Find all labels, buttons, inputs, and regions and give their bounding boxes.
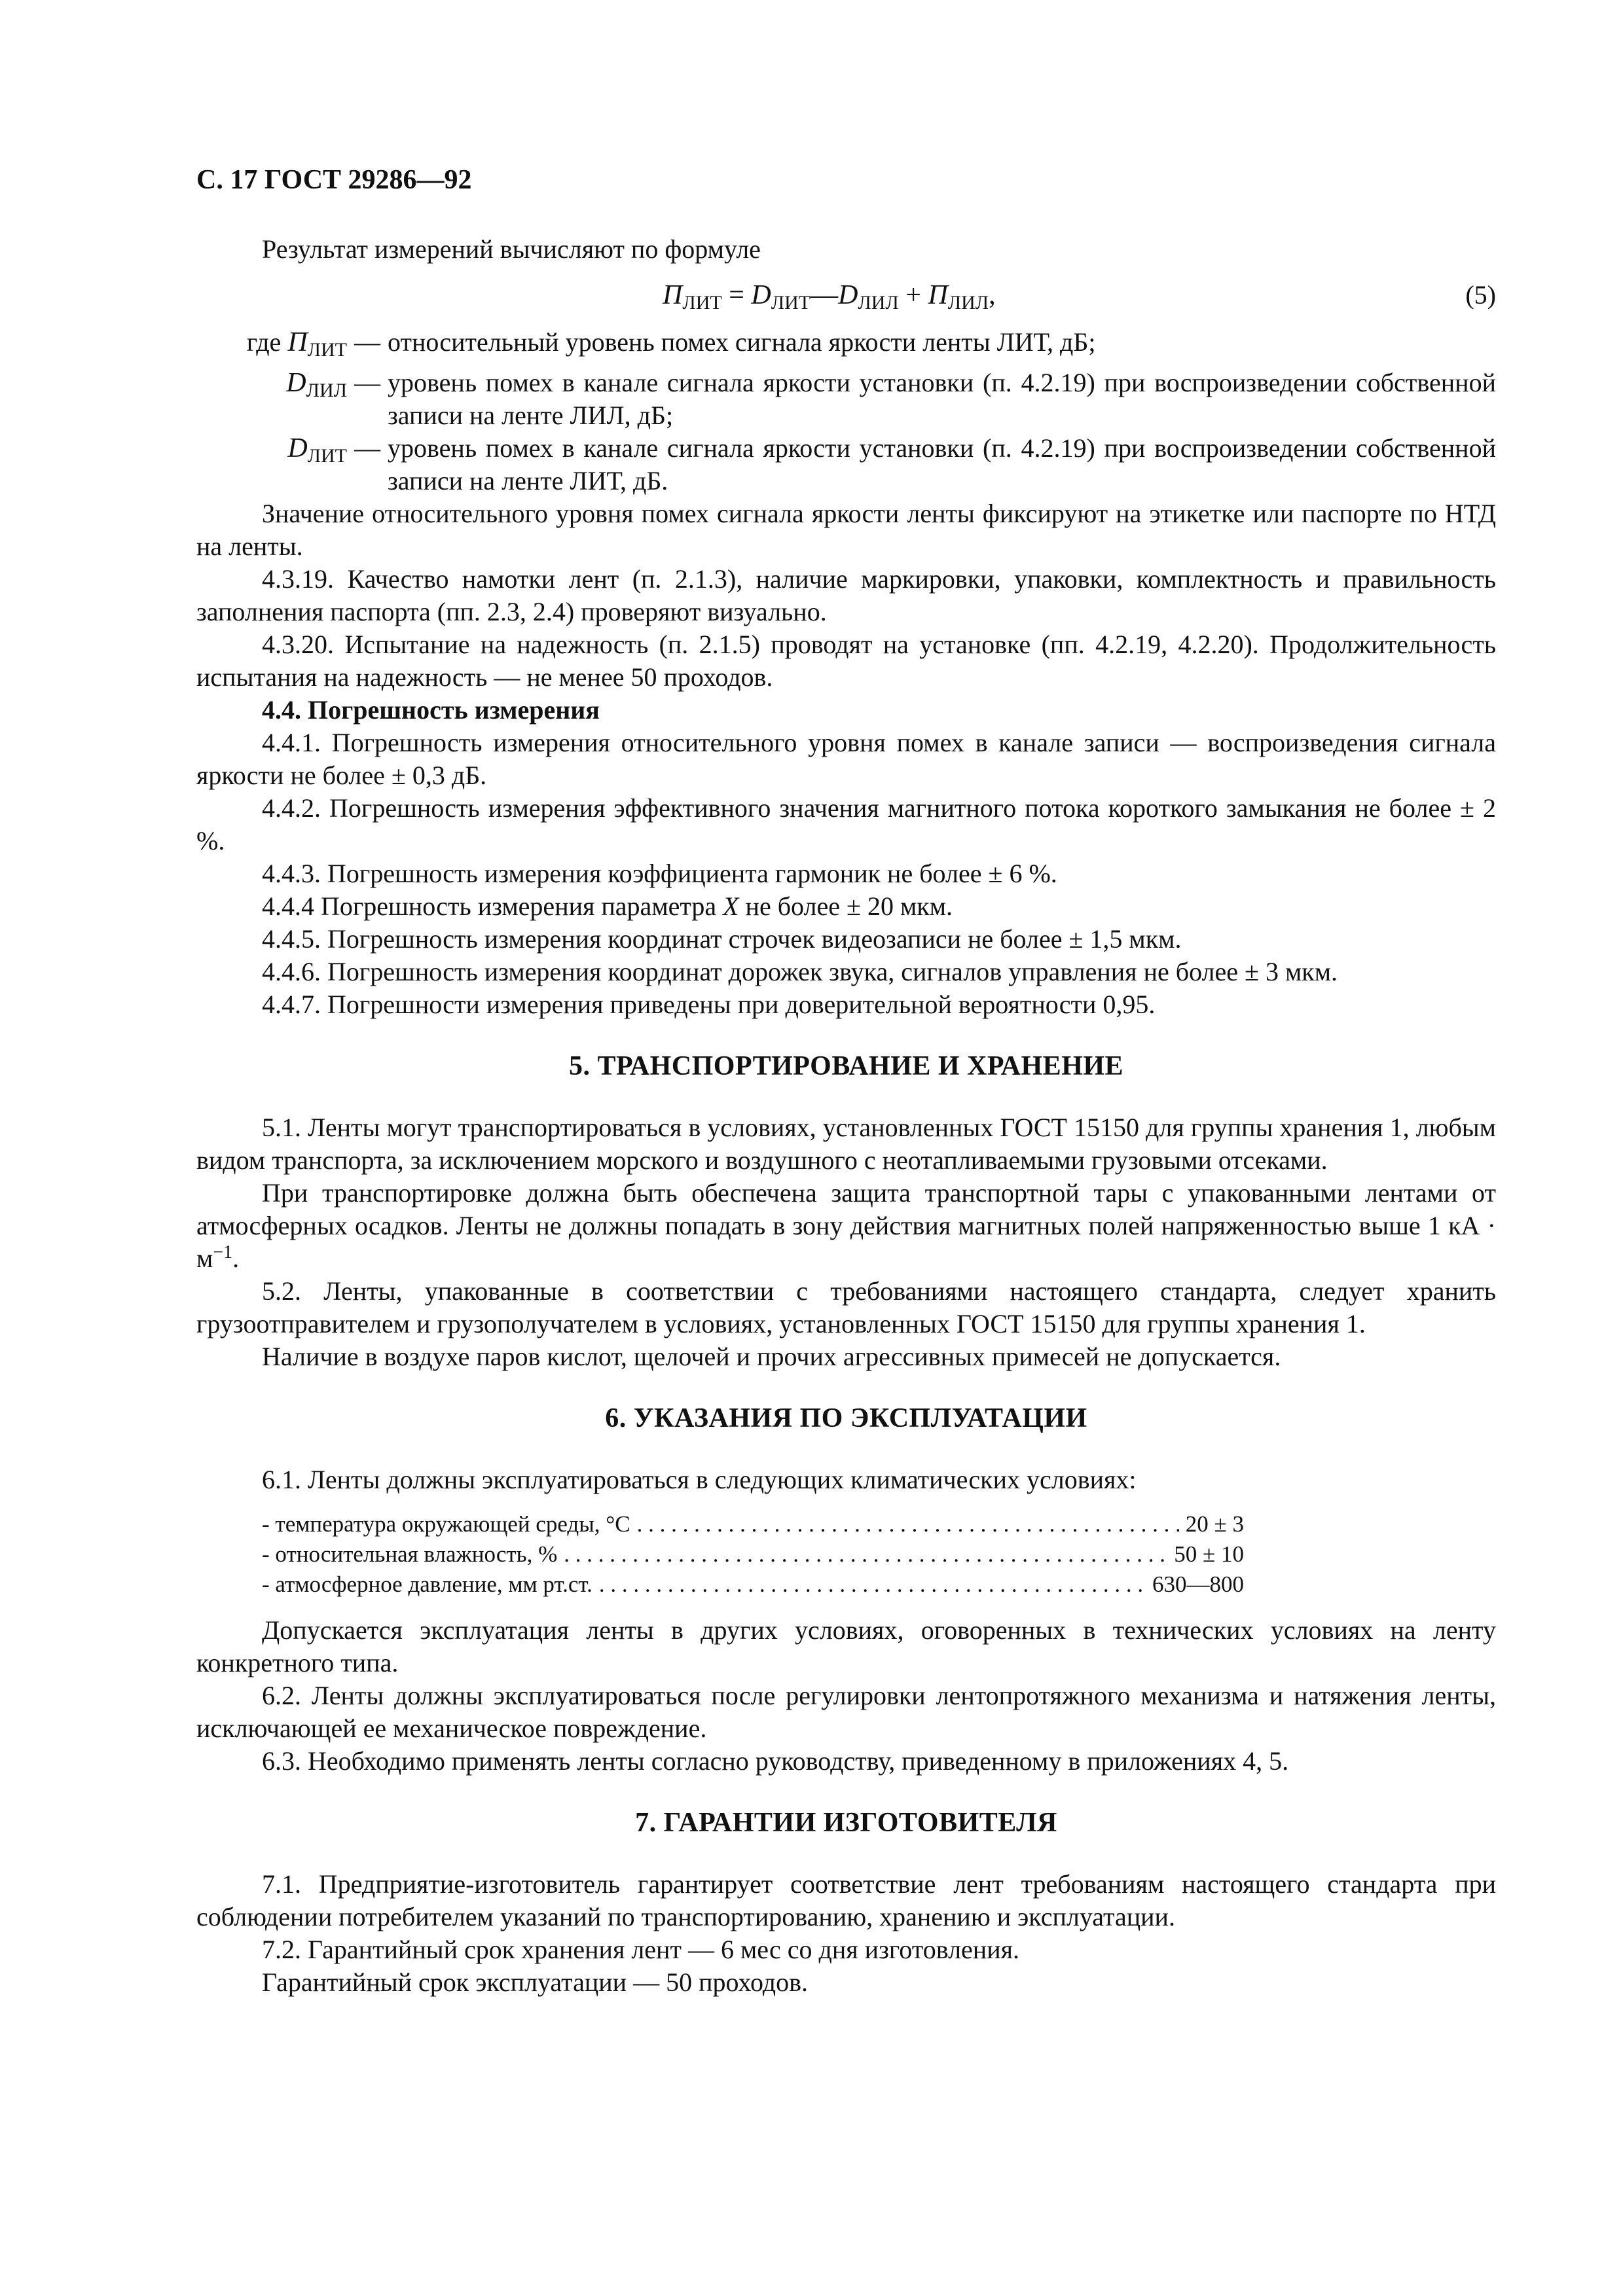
paragraph-6-1: 6.1. Ленты должны эксплуатироваться в следующих климатических условиях:: [262, 1465, 1137, 1494]
leader-dots: [637, 1509, 1179, 1539]
formula-intro: Результат измерений вычисляют по формуле: [262, 234, 761, 264]
paragraph-7-2: 7.2. Гарантийный срок хранения лент — 6 мес со дня изготовления.: [262, 1935, 1019, 1964]
paragraph-5-1: 5.1. Ленты могут транспортироваться в условиях, установленных ГОСТ 15150 для группы хранения 1, любым видом транспорта, за исключением морского и воздушного с неотапливаемыми грузовыми отсеками.: [196, 1113, 1496, 1175]
formula-row: [196, 279, 1496, 319]
condition-row: - температура окружающей среды, °С . . . 20 ± 3: [196, 1509, 1244, 1539]
paragraph-5-1-cont: При транспортировке должна быть обеспечена защита транспортной тары с упакованными лентами от атмосферных осадков. Ленты не должны попадать в зону действия магнитных полей напряженностью выше 1 кА · $м^{-1}$.: [196, 1178, 1496, 1273]
definition-item: $D_{ЛИТ}$ — уровень помех в канале сигнала яркости установки (п. 4.2.19) при воспроизведении собственной записи на ленте ЛИТ, дБ.: [287, 433, 1496, 495]
paragraph-6-1-cont: Допускается эксплуатация ленты в других условиях, оговоренных в технических условиях на ленту конкретного типа.: [196, 1615, 1496, 1677]
paragraph-7-1: 7.1. Предприятие-изготовитель гарантирует соответствие лент требованиям настоящего стандарта при соблюдении потребителем указаний по транспортированию, хранению и эксплуатации.: [196, 1869, 1496, 1931]
definition-item: где $П_{ЛИТ}$ — относительный уровень помех сигнала яркости ленты ЛИТ, дБ;: [246, 327, 1096, 361]
paragraph-5-2-cont: Наличие в воздухе паров кислот, щелочей и прочих агрессивных примесей не допускается.: [262, 1342, 1281, 1371]
paragraph-7-2-cont: Гарантийный срок эксплуатации — 50 проходов.: [262, 1967, 809, 1997]
page-header: С. 17 ГОСТ 29286—92: [196, 165, 472, 195]
leader-dots: [599, 1570, 1146, 1600]
equation-number: (5): [1465, 280, 1496, 310]
formula-5: $П_{ЛИТ}$ = $D_{ЛИТ}—D_{ЛИЛ} + П_{ЛИЛ}$,: [663, 280, 996, 314]
paragraph-4-3-19: 4.3.19. Качество намотки лент (п. 2.1.3), наличие маркировки, упаковки, комплектность и правильность заполнения паспорта (пп. 2.3, 2.4) проверяют визуально.: [196, 564, 1496, 626]
section-7-title: 7. ГАРАНТИИ ИЗГОТОВИТЕЛЯ: [635, 1808, 1057, 1838]
paragraph-4-3-20: 4.3.20. Испытание на надежность (п. 2.1.5) проводят на установке (пп. 4.2.19, 4.2.20). Продолжительность испытания на надежность — не менее 50 проходов.: [196, 630, 1496, 692]
paragraph-4-4-5: 4.4.5. Погрешность измерения координат строчек видеозаписи не более ± 1,5 мкм.: [262, 924, 1182, 954]
paragraph-4-4-6: 4.4.6. Погрешность измерения координат дорожек звука, сигналов управления не более ± 3 мкм.: [262, 957, 1338, 986]
section-5-title: 5. ТРАНСПОРТИРОВАНИЕ И ХРАНЕНИЕ: [568, 1051, 1124, 1081]
condition-row: - относительная влажность, % . . . 50 ± 10: [196, 1539, 1244, 1570]
paragraph-6-2: 6.2. Ленты должны эксплуатироваться после регулировки лентопротяжного механизма и натяжения ленты, исключающей ее механическое повреждение.: [196, 1681, 1496, 1743]
section-6-title: 6. УКАЗАНИЯ ПО ЭКСПЛУАТАЦИИ: [605, 1403, 1087, 1433]
paragraph-6-3: 6.3. Необходимо применять ленты согласно руководству, приведенному в приложениях 4, 5.: [262, 1746, 1289, 1776]
paragraph-4-4-7: 4.4.7. Погрешности измерения приведены при доверительной вероятности 0,95.: [262, 990, 1156, 1019]
document-page: [196, 164, 1496, 1999]
climate-conditions-list: [196, 1509, 1496, 1600]
paragraph: Значение относительного уровня помех сигнала яркости ленты фиксируют на этикетке или паспорте по НТД на ленты.: [196, 499, 1496, 561]
paragraph-4-4-2: 4.4.2. Погрешность измерения эффективного значения магнитного потока короткого замыкания не более ± 2 %.: [196, 793, 1496, 855]
subheading-4-4: 4.4. Погрешность измерения: [262, 695, 600, 725]
paragraph-4-4-3: 4.4.3. Погрешность измерения коэффициента гармоник не более ± 6 %.: [262, 859, 1057, 888]
definition-item: $D_{ЛИЛ}$ — уровень помех в канале сигнала яркости установки (п. 4.2.19) при воспроизведении собственной записи на ленте ЛИЛ, дБ;: [286, 368, 1496, 430]
paragraph-4-4-1: 4.4.1. Погрешность измерения относительного уровня помех в канале записи — воспроизведения сигнала яркости не более ± 0,3 дБ.: [196, 728, 1496, 790]
paragraph-4-4-4: 4.4.4 Погрешность измерения параметра X не более ± 20 мкм.: [262, 891, 953, 921]
condition-row: - атмосферное давление, мм рт.ст. . . . 630—800: [196, 1570, 1244, 1600]
formula-definitions: [196, 326, 1496, 497]
paragraph-5-2: 5.2. Ленты, упакованные в соответствии с требованиями настоящего стандарта, следует хранить грузоотправителем и грузополучателем в условиях, установленных ГОСТ 15150 для группы хранения 1.: [196, 1276, 1496, 1338]
leader-dots: [564, 1539, 1167, 1570]
